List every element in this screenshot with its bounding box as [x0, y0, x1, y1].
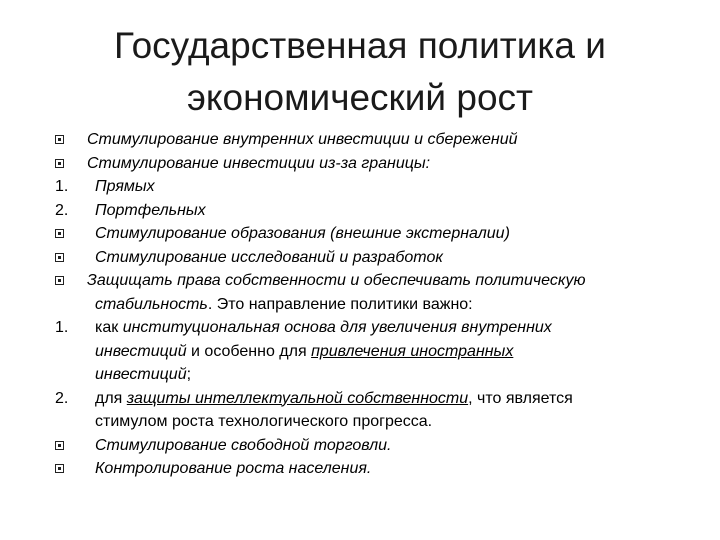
numbered-item	[55, 199, 695, 223]
title-line-1: Государственная политика и	[114, 25, 606, 66]
numbered-item	[55, 316, 695, 387]
list-number: 1.	[55, 178, 69, 195]
square-bullet-icon	[55, 441, 64, 450]
list-number: 2.	[55, 389, 69, 407]
page-title	[60, 20, 660, 124]
numbered-item	[55, 175, 695, 199]
list-number: 2.	[55, 201, 69, 219]
numbered-item	[55, 387, 695, 434]
list-item	[55, 434, 695, 458]
title-line-2: экономический рост	[187, 77, 533, 118]
list-item-text: Стимулирование инвестиции из-за границы:	[87, 154, 431, 172]
list-item	[55, 457, 695, 481]
square-bullet-icon	[55, 229, 64, 238]
list-item-text: Контролирование роста населения.	[95, 460, 372, 477]
list-item	[55, 269, 695, 316]
content-list	[55, 128, 695, 481]
list-item-continuation: инвестиций и особенно для привлечения иностранных	[95, 342, 514, 360]
list-item-text: как институциональная основа для увеличения внутренних	[95, 319, 552, 336]
list-item-continuation: инвестиций;	[95, 366, 192, 383]
square-bullet-icon	[55, 135, 64, 144]
list-item-text: для защиты интеллектуальной собственности, что является	[95, 389, 573, 407]
list-item-text: Стимулирование образования (внешние экстерналии)	[95, 225, 510, 242]
list-item	[55, 246, 695, 270]
list-number: 1.	[55, 319, 69, 336]
list-item-text: Портфельных	[95, 201, 206, 219]
list-item-text: Стимулирование внутренних инвестиции и сбережений	[87, 131, 518, 148]
list-item-text: Стимулирование свободной торговли.	[95, 436, 392, 454]
square-bullet-icon	[55, 276, 64, 285]
list-item	[55, 152, 695, 176]
list-item-continuation: стимулом роста технологического прогресса.	[95, 413, 433, 430]
list-item-continuation: стабильность. Это направление политики важно:	[95, 295, 473, 313]
list-item-text: Стимулирование исследований и разработок	[95, 248, 443, 266]
square-bullet-icon	[55, 253, 64, 262]
list-item	[55, 222, 695, 246]
square-bullet-icon	[55, 464, 64, 473]
list-item-text: Защищать права собственности и обеспечивать политическую	[87, 272, 586, 289]
list-item-text: Прямых	[95, 178, 155, 195]
square-bullet-icon	[55, 159, 64, 168]
list-item	[55, 128, 695, 152]
